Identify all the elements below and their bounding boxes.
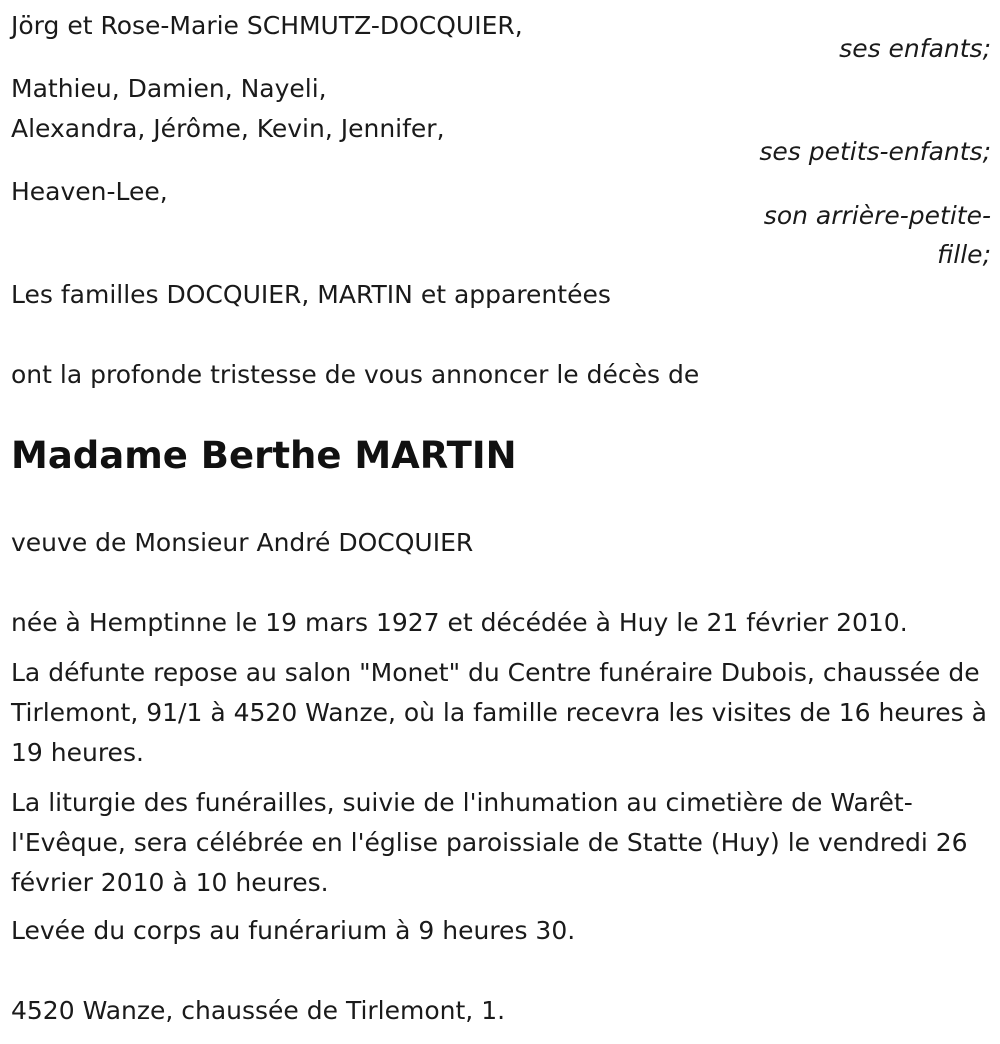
children-role: ses enfants; (839, 34, 991, 63)
great-grandchild-role-line-1: son arrière-petite- (763, 201, 991, 230)
great-grandchild-name: Heaven-Lee, (11, 177, 168, 206)
birth-death-line: née à Hemptinne le 19 mars 1927 et décédée à Huy le 21 février 2010. (11, 608, 908, 637)
repose-paragraph: La défunte repose au salon "Monet" du Centre funéraire Dubois, chaussée de Tirlemont, 91/1 à 4520 Wanze, où la famille recevra les visites de 16 heures à 19 heures. (11, 658, 987, 767)
widow-of-line: veuve de Monsieur André DOCQUIER (11, 528, 474, 557)
levee-line: Levée du corps au funérarium à 9 heures 30. (11, 916, 576, 945)
families-line: Les familles DOCQUIER, MARTIN et apparentées (11, 280, 611, 309)
deceased-name: Madame Berthe MARTIN (11, 434, 517, 477)
grandchildren-line-2: Alexandra, Jérôme, Kevin, Jennifer, (11, 114, 445, 143)
announcement-intro: ont la profonde tristesse de vous annoncer le décès de (11, 360, 700, 389)
liturgy-paragraph: La liturgie des funérailles, suivie de l'inhumation au cimetière de Warêt-l'Evêque, sera célébrée en l'église paroissiale de Statte (Huy) le vendredi 26 février 2010 à 10 heures. (11, 788, 968, 897)
grandchildren-role: ses petits-enfants; (759, 137, 991, 166)
children-names: Jörg et Rose-Marie SCHMUTZ-DOCQUIER, (11, 11, 523, 40)
great-grandchild-role-line-2: fille; (937, 240, 991, 269)
address-line: 4520 Wanze, chaussée de Tirlemont, 1. (11, 996, 506, 1025)
grandchildren-line-1: Mathieu, Damien, Nayeli, (11, 74, 327, 103)
